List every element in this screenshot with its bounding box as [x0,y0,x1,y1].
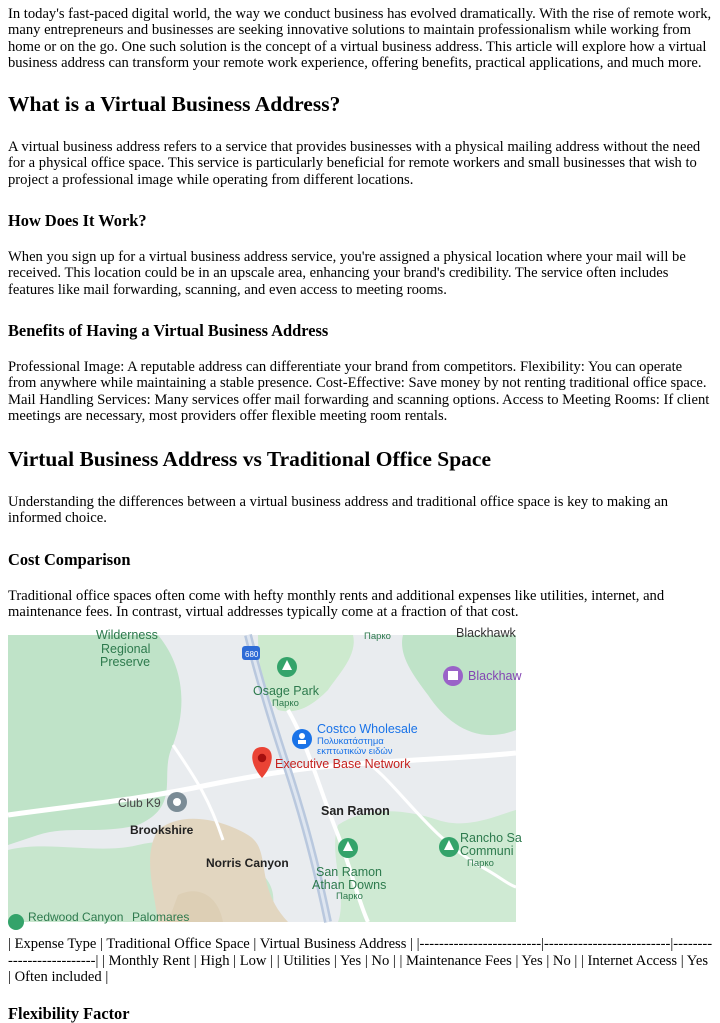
map-label-blackhawk-top: Blackhawk [456,626,516,641]
map-label-highway: 680 [245,650,259,660]
map-label-norris: Norris Canyon [206,856,289,871]
map-label-san-ramon: San Ramon [321,804,390,819]
map-label-wilderness: Wilderness [96,628,158,643]
how-it-works-paragraph: When you sign up for a virtual business address service, you're assigned a physical location where your mail will be received. This location could be in an upscale area, enhancing your brand's credibility. The service often includes features like mail forwarding, scanning, and even access to meeting rooms. [8,249,686,298]
map-label-redwood: Redwood Canyon [28,910,124,925]
benefits-paragraph: Professional Image: A reputable address can differentiate your brand from competitors. Flexibility: You can operate from anywhere while maintaining a stable presence. Cost-Effective: Save money by not renting traditional office space. Mail Handling Services: Many services offer mail forwarding and scanning options. Access to Meeting Rooms: If client meetings are necessary, most providers offer flexible meeting room rentals. [8,358,710,424]
map-label-costco: Costco Wholesale [317,722,418,737]
map-label-osage-park: Osage Park [253,684,320,699]
map-label-costco-gr1: Πολυκατάστημα [317,736,384,748]
map-label-brookshire: Brookshire [130,823,194,838]
cost-paragraph: Traditional office spaces often come with hefty monthly rents and additional expenses like utilities, internet, and maintenance fees. In contrast, virtual addresses typically come at a fraction of that cost. [8,587,665,621]
map-label-athan-parko: Парко [336,891,363,903]
park-pin-redwood [8,914,24,930]
map-label-executive[interactable]: Executive Base Network [275,757,411,772]
map-label-rancho2: Communi [460,844,514,859]
map-label-preserve: Preserve [100,655,151,670]
map-label-regional: Regional [101,642,151,657]
comparison-table-text: | Expense Type | Traditional Office Space | Virtual Business Address | |-------------------------|--------------------------|--------------------------| | Monthly Rent | High | Low | | Utilities | Yes | No | | Maintenance Fees | Yes | No | | Internet Access | Yes | Often included | [8,936,713,985]
map-label-costco-gr2: εκπτωτικών ειδών [317,746,393,758]
heading-flexibility: Flexibility Factor [8,1004,130,1023]
map-label-osage-parko: Парко [272,698,299,710]
map-label-rancho1: Rancho Sa [460,831,522,846]
location-map[interactable] [8,626,522,925]
map-canvas [8,626,522,925]
vs-paragraph: Understanding the differences between a virtual business address and traditional office space is key to making an informed choice. [8,494,669,527]
heading-cost-comparison: Cost Comparison [8,549,131,569]
map-label-club-k9: Club K9 [118,796,161,811]
map-label-athan2: Athan Downs [312,878,387,893]
heading-vs: Virtual Business Address vs Traditional Office Space [8,447,492,472]
intro-paragraph: In today's fast-paced digital world, the way we conduct business has evolved dramatically. With the rise of remote work, many entrepreneurs and businesses are seeking innovative solutions to maintain professionalism while working from home or on the go. One such solution is the concept of a virtual business address. This article will explore how a virtual business address can transform your remote work experience, offering benefits, practical applications, and much more. [8,6,712,71]
map-label-parko-top: Парко [364,631,391,643]
heading-how-it-works: How Does It Work? [8,211,147,231]
map-label-athan1: San Ramon [316,865,383,880]
heading-what-is: What is a Virtual Business Address? [8,92,341,117]
map-label-blackhawk: Blackhaw [468,669,522,684]
what-is-paragraph: A virtual business address refers to a service that provides businesses with a physical mailing address without the need for a physical office space. This service is particularly beneficial for remote workers and small businesses that wish to project a professional image while operating from different locations. [8,139,701,188]
map-label-rancho-parko: Парко [467,858,494,870]
heading-benefits: Benefits of Having a Virtual Business Address [8,320,329,340]
map-label-palomares: Palomares [132,910,190,925]
